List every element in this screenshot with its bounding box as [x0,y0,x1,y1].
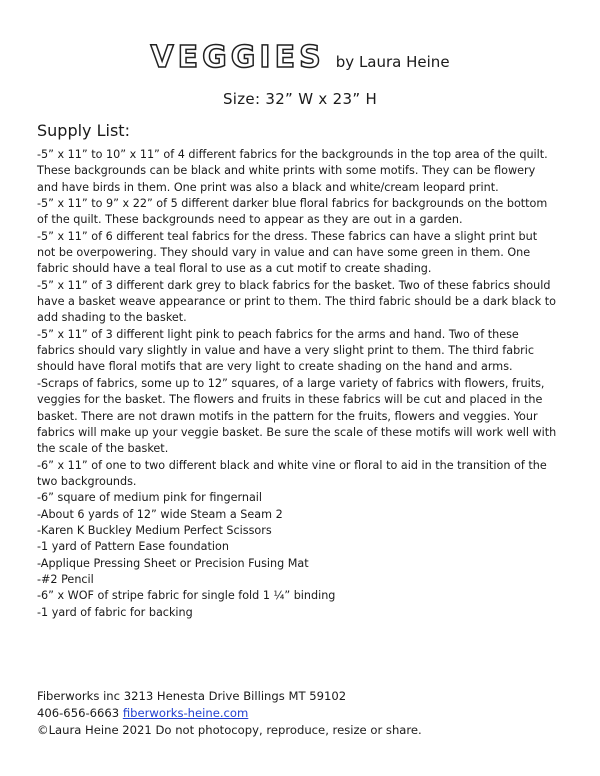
supply-item: -5” x 11” to 9” x 22” of 5 different darker blue floral fabrics for backgrounds on the bottom of the quilt. These backgrounds need to appear as they are out in a garden. [37,197,548,227]
supply-list-heading: Supply List: [37,121,130,140]
footer-phone: 406-656-6663 [37,706,120,720]
supply-item: -5” x 11” of 6 different teal fabrics for the dress. These fabrics can have a slight print but not be overpowering. They should vary in value and can have some green in them. One fabric should have a teal floral to use as a cut motif to create shading. [37,229,538,276]
supply-item: -6” square of medium pink for fingernail [37,491,263,505]
author-byline: by Laura Heine [335,53,450,71]
supply-item: -1 yard of fabric for backing [37,605,193,619]
supply-item: -Applique Pressing Sheet or Precision Fusing Mat [37,556,309,570]
quilt-size: Size: 32” W x 23” H [222,90,378,108]
supply-item: -1 yard of Pattern Ease foundation [37,540,229,554]
footer-contact-line [37,705,422,722]
supply-item: -Karen K Buckley Medium Perfect Scissors [37,523,272,537]
supply-item: -About 6 yards of 12” wide Steam a Seam 2 [37,507,283,521]
supply-item: -Scraps of fabrics, some up to 12” squares, of a large variety of fabrics with flowers, fruits, veggies for the basket. The flowers and fruits in these fabrics will be cut and placed in the basket. There are not drawn motifs in the pattern for the fruits, flowers and veggies. Your fabrics will make up your veggie basket. Be sure the scale of these motifs will work well with the scale of the basket. [37,376,557,456]
supply-item: -6” x 11” of one to two different black and white vine or floral to aid in the transition of the two backgrounds. [37,458,547,488]
title-row [0,40,600,75]
supply-item: -5” x 11” of 3 different light pink to peach fabrics for the arms and hand. Two of these fabrics should vary slightly in value and have a very slight print to them. The third fabric should have floral motifs that are very light to create shading on the hand and arms. [37,327,535,374]
page-title: VEGGIES [150,40,325,75]
footer [37,688,422,739]
supply-item: -6” x WOF of stripe fabric for single fold 1 ¼” binding [37,589,336,603]
supply-item: -5” x 11” to 10” x 11” of 4 different fabrics for the backgrounds in the top area of the quilt. These backgrounds can be black and white prints with some motifs. They can be flowery and have birds in them. One print was also a black and white/cream leopard print. [37,148,548,194]
website-link[interactable]: fiberworks-heine.com [122,706,249,720]
supply-item: -#2 Pencil [37,572,94,586]
supply-item: -5” x 11” of 3 different dark grey to black fabrics for the basket. Two of these fabrics should have a basket weave appearance or print to them. The third fabric should be a dark black to add shading to the basket. [37,278,556,325]
footer-copyright: ©Laura Heine 2021 Do not photocopy, reproduce, resize or share. [37,723,422,737]
footer-address: Fiberworks inc 3213 Henesta Drive Billings MT 59102 [37,689,347,703]
supply-list [37,147,557,621]
